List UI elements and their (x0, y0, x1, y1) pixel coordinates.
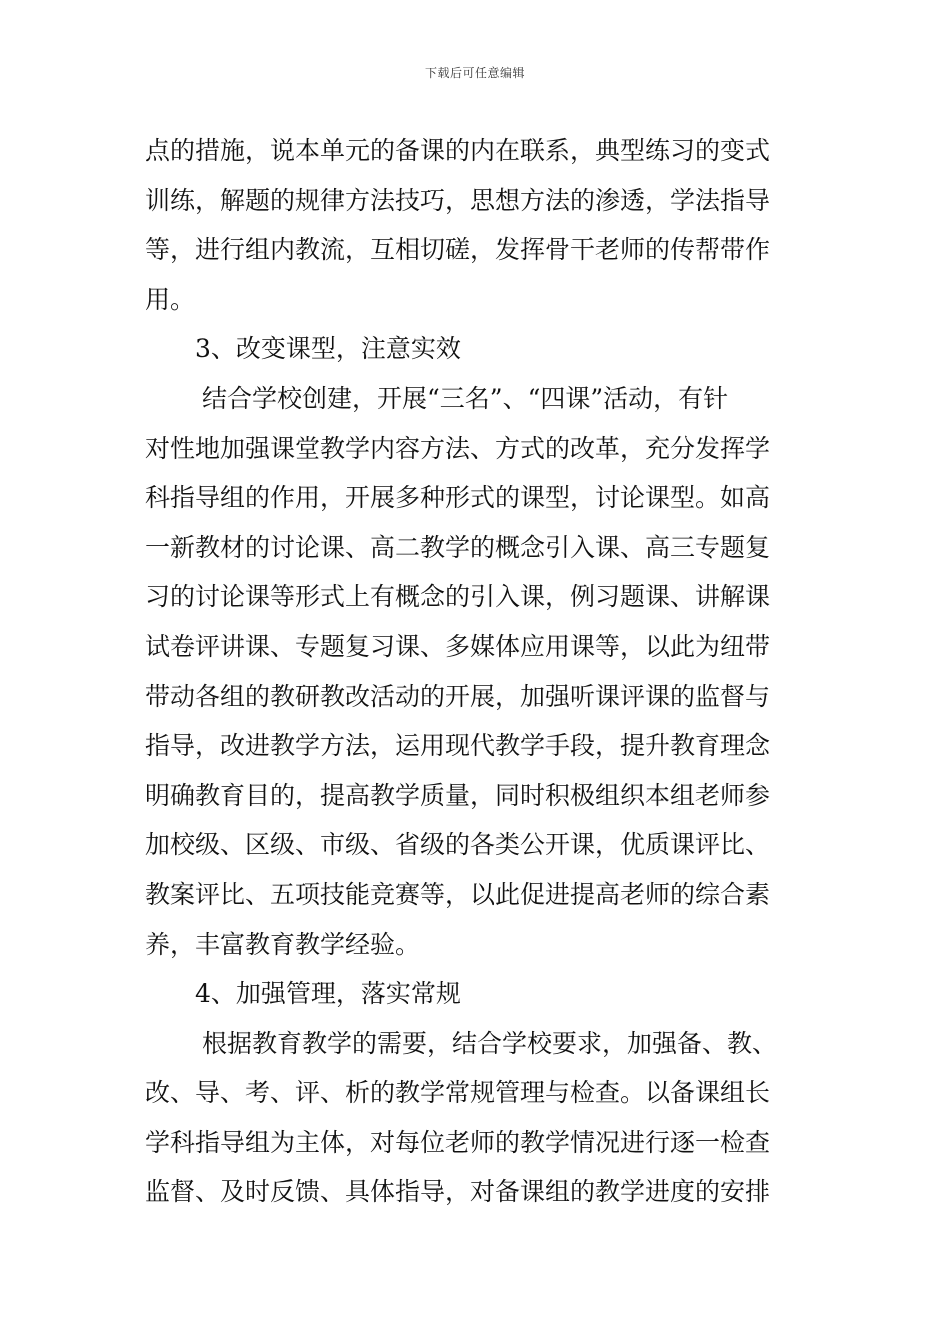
text-line: 用。 (145, 284, 196, 314)
text-line: 训练，解题的规律方法技巧，思想方法的渗透，学法指导 (145, 185, 771, 215)
text-line: 加校级、区级、市级、省级的各类公开课，优质课评比、 (145, 830, 771, 860)
text-line: 对性地加强课堂教学内容方法、方式的改革，充分发挥学 (145, 433, 771, 463)
text-line: 改、导、考、评、析的教学常规管理与检查。以备课组长 (145, 1078, 771, 1108)
text-line: 带动各组的教研教改活动的开展，加强听课评课的监督与 (145, 681, 771, 711)
text-line: 结合学校创建，开展“三名”、“四课”活动，有针 (202, 383, 729, 413)
document-body (145, 126, 805, 1217)
text-line: 一新教材的讨论课、高二教学的概念引入课、高三专题复 (145, 532, 771, 562)
text-line: 明确教育目的，提高教学质量，同时积极组织本组老师参 (145, 780, 771, 810)
section-heading: 3、改变课型，注意实效 (195, 334, 461, 364)
text-line: 等，进行组内教流，互相切磋，发挥骨干老师的传帮带作 (145, 235, 771, 265)
text-line: 习的讨论课等形式上有概念的引入课，例习题课、讲解课 (145, 582, 771, 612)
page-header: 下载后可任意编辑 (424, 66, 525, 80)
text-line: 指导，改进教学方法，运用现代教学手段，提升教育理念 (145, 731, 771, 761)
text-line: 学科指导组为主体，对每位老师的教学情况进行逐一检查 (145, 1127, 771, 1157)
text-line: 试卷评讲课、专题复习课、多媒体应用课等，以此为纽带 (145, 631, 771, 661)
text-line: 养，丰富教育教学经验。 (145, 929, 421, 959)
text-line: 教案评比、五项技能竞赛等，以此促进提高老师的综合素 (145, 879, 771, 909)
text-line: 监督、及时反馈、具体指导，对备课组的教学进度的安排 (145, 1177, 771, 1207)
section-heading: 4、加强管理，落实常规 (195, 979, 461, 1009)
text-line: 根据教育教学的需要，结合学校要求，加强备、教、 (202, 1028, 778, 1058)
text-line: 点的措施，说本单元的备课的内在联系，典型练习的变式 (145, 136, 771, 165)
text-line: 科指导组的作用，开展多种形式的课型，讨论课型。如高 (145, 483, 771, 513)
